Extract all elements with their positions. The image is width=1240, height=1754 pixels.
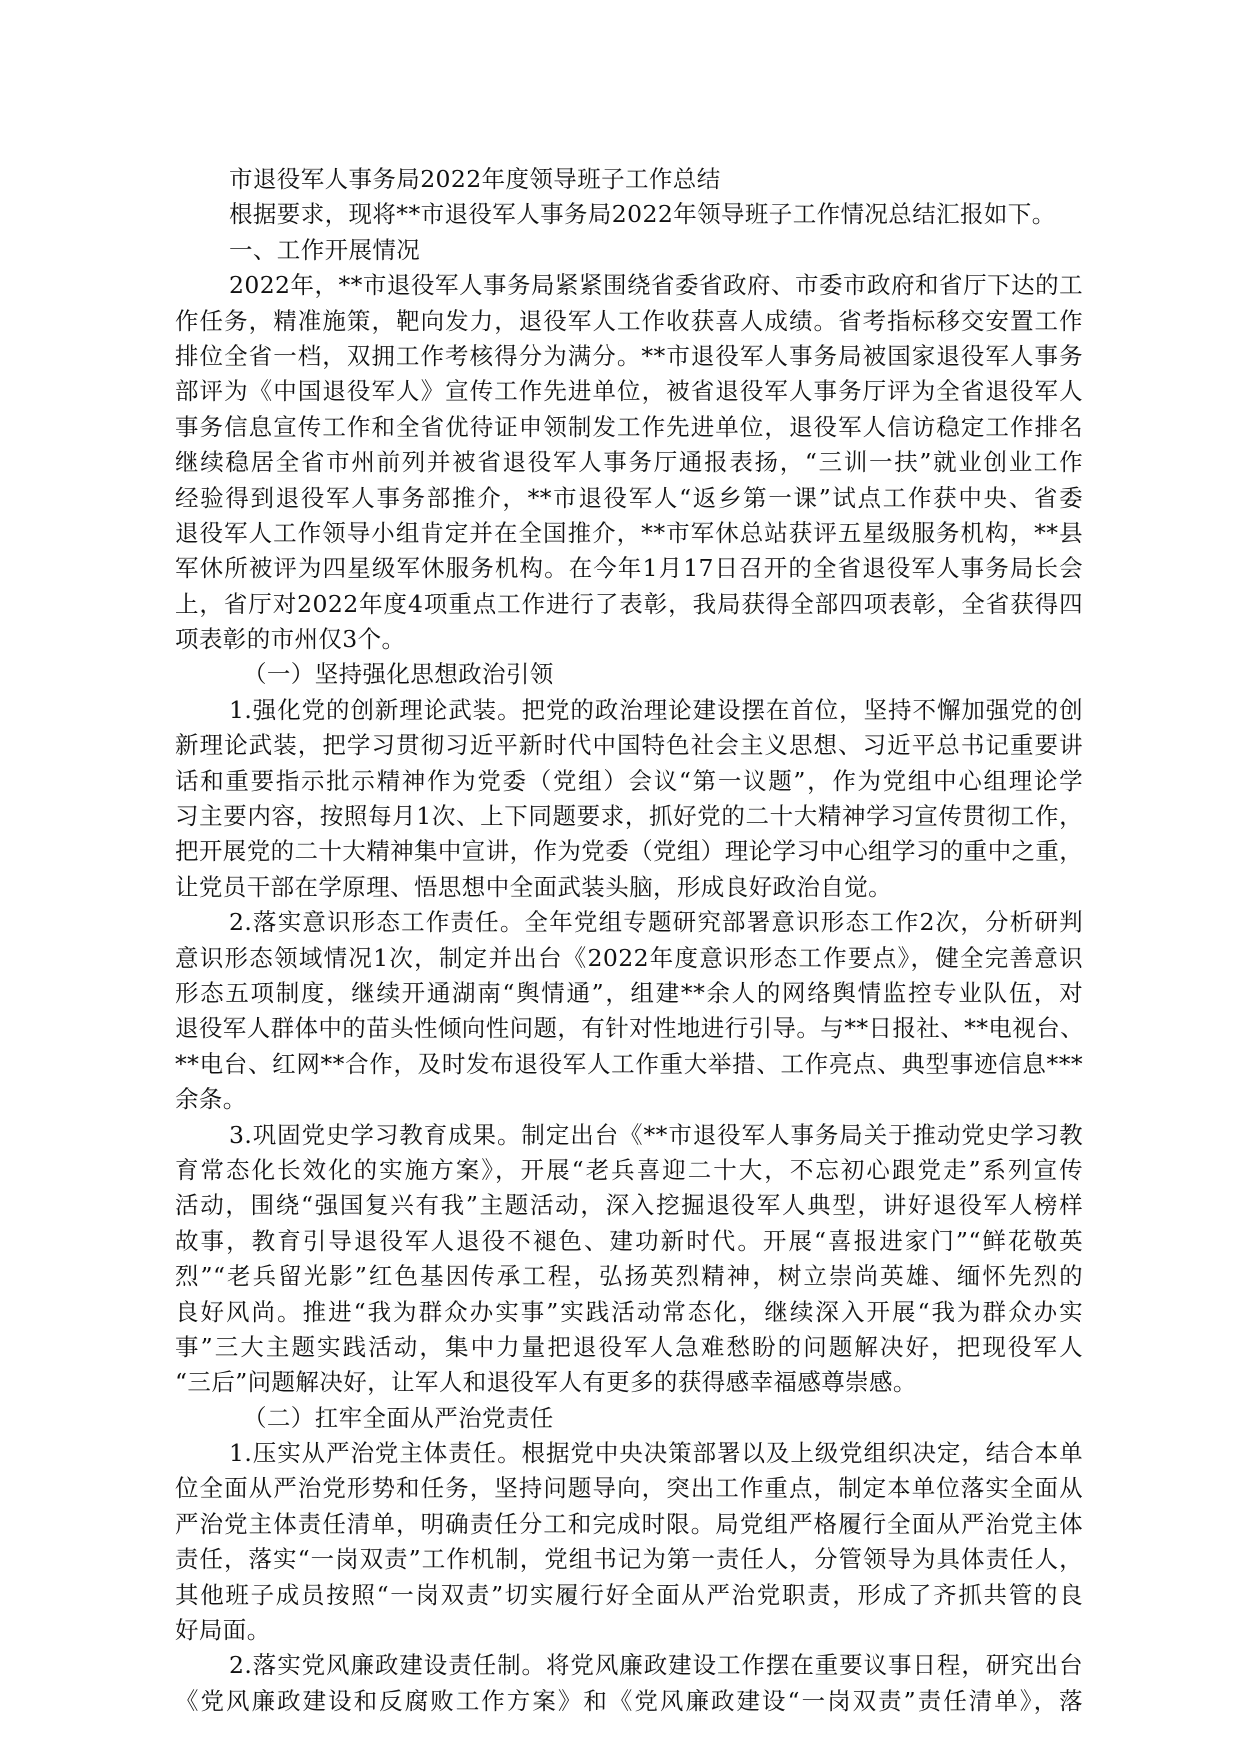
text-line: 事”三大主题实践活动，集中力量把退役军人急难愁盼的问题解决好，把现役军人	[175, 1332, 1083, 1361]
text-line: 2022年，**市退役军人事务局紧紧围绕省委省政府、市委市政府和省厅下达的工	[229, 271, 1083, 300]
text-line: **电台、红网**合作，及时发布退役军人工作重大举措、工作亮点、典型事迹信息***	[175, 1049, 1083, 1078]
text-line: 好局面。	[175, 1616, 271, 1645]
text-line: 退役军人工作领导小组肯定并在全国推介，**市军休总站获评五星级服务机构，**县	[175, 518, 1083, 547]
text-line: 3.巩固党史学习教育成果。制定出台《**市退役军人事务局关于推动党史学习教	[229, 1120, 1083, 1149]
text-line: 作任务，精准施策，靶向发力，退役军人工作收获喜人成绩。省考指标移交安置工作	[175, 306, 1083, 335]
text-line: 2.落实党风廉政建设责任制。将党风廉政建设工作摆在重要议事日程，研究出台	[229, 1651, 1083, 1680]
text-line: 上，省厅对2022年度4项重点工作进行了表彰，我局获得全部四项表彰，全省获得四	[175, 589, 1083, 618]
text-line: 让党员干部在学原理、悟思想中全面武装头脑，形成良好政治自觉。	[175, 872, 892, 901]
text-line: “三后”问题解决好，让军人和退役军人有更多的获得感幸福感尊崇感。	[175, 1368, 917, 1397]
text-line: 其他班子成员按照“一岗双责”切实履行好全面从严治党职责，形成了齐抓共管的良	[175, 1580, 1083, 1609]
text-line: 意识形态领域情况1次，制定并出台《2022年度意识形态工作要点》，健全完善意识	[175, 943, 1083, 972]
text-line: 话和重要指示批示精神作为党委（党组）会议“第一议题”，作为党组中心组理论学	[175, 766, 1083, 795]
text-line: 位全面从严治党形势和任务，坚持问题导向，突出工作重点，制定本单位落实全面从	[175, 1474, 1083, 1503]
text-line: 根据要求，现将**市退役军人事务局2022年领导班子工作情况总结汇报如下。	[229, 200, 1056, 229]
text-line: 故事，教育引导退役军人退役不褪色、建功新时代。开展“喜报进家门”“鲜花敬英	[175, 1226, 1083, 1255]
text-line: 良好风尚。推进“我为群众办实事”实践活动常态化，继续深入开展“我为群众办实	[175, 1297, 1083, 1326]
text-line: 新理论武装，把学习贯彻习近平新时代中国特色社会主义思想、习近平总书记重要讲	[175, 731, 1083, 760]
text-line: 严治党主体责任清单，明确责任分工和完成时限。局党组严格履行全面从严治党主体	[175, 1509, 1083, 1538]
text-line: 育常态化长效化的实施方案》，开展“老兵喜迎二十大，不忘初心跟党走”系列宣传	[175, 1155, 1083, 1184]
text-line: 1.强化党的创新理论武装。把党的政治理论建设摆在首位，坚持不懈加强党的创	[229, 695, 1083, 724]
text-line: 活动，围绕“强国复兴有我”主题活动，深入挖掘退役军人典型，讲好退役军人榜样	[175, 1191, 1083, 1220]
section-heading: （一）坚持强化思想政治引领	[243, 660, 554, 689]
text-line: 排位全省一档，双拥工作考核得分为满分。**市退役军人事务局被国家退役军人事务	[175, 341, 1083, 370]
text-line: 事务信息宣传工作和全省优待证申领制发工作先进单位，退役军人信访稳定工作排名	[175, 412, 1083, 441]
text-line: 经验得到退役军人事务部推介，**市退役军人“返乡第一课”试点工作获中央、省委	[175, 483, 1083, 512]
document-title: 市退役军人事务局2022年度领导班子工作总结	[229, 165, 721, 193]
text-line: 项表彰的市州仅3个。	[175, 625, 406, 654]
text-line: 形态五项制度，继续开通湖南“舆情通”，组建**余人的网络舆情监控专业队伍，对	[175, 978, 1083, 1007]
text-line: 部评为《中国退役军人》宣传工作先进单位，被省退役军人事务厅评为全省退役军人	[175, 377, 1083, 406]
text-line: 烈”“老兵留光影”红色基因传承工程，弘扬英烈精神，树立崇尚英雄、缅怀先烈的	[175, 1262, 1083, 1291]
text-line: 责任，落实“一岗双责”工作机制，党组书记为第一责任人，分管领导为具体责任人，	[175, 1545, 1083, 1574]
text-line: 一、工作开展情况	[229, 235, 421, 264]
text-line: 军休所被评为四星级军休服务机构。在今年1月17日召开的全省退役军人事务局长会	[175, 554, 1083, 583]
section-heading: （二）扛牢全面从严治党责任	[243, 1403, 554, 1432]
text-line: 继续稳居全省市州前列并被省退役军人事务厅通报表扬，“三训一扶”就业创业工作	[175, 448, 1083, 477]
text-line: 把开展党的二十大精神集中宣讲，作为党委（党组）理论学习中心组学习的重中之重，	[175, 837, 1084, 866]
text-line: 2.落实意识形态工作责任。全年党组专题研究部署意识形态工作2次，分析研判	[229, 908, 1083, 937]
text-line: 习主要内容，按照每月1次、上下同题要求，抓好党的二十大精神学习宣传贯彻工作，	[175, 802, 1083, 831]
text-line: 余条。	[175, 1085, 247, 1114]
text-line: 《党风廉政建设和反腐败工作方案》和《党风廉政建设“一岗双责”责任清单》，落	[175, 1686, 1083, 1715]
text-line: 退役军人群体中的苗头性倾向性问题，有针对性地进行引导。与**日报社、**电视台、	[175, 1014, 1084, 1043]
text-line: 1.压实从严治党主体责任。根据党中央决策部署以及上级党组织决定，结合本单	[229, 1439, 1083, 1468]
